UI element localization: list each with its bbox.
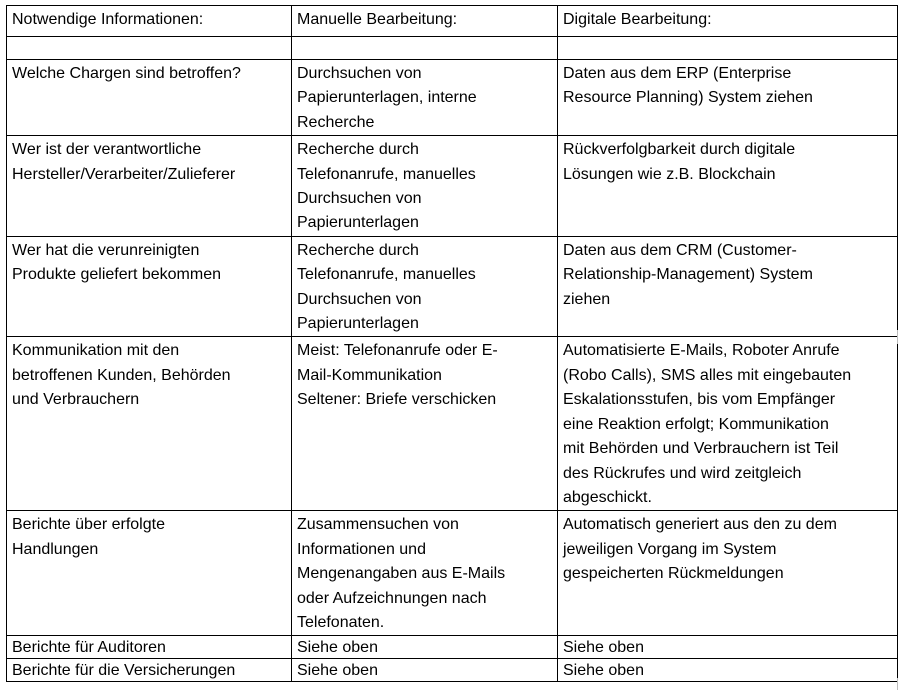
page-edge-marker [897,678,898,690]
table-cell-manual: Siehe oben [292,636,558,659]
table-row [7,659,898,682]
table-cell-digital [558,37,898,60]
table-row [7,60,898,136]
table-cell-digital: Daten aus dem CRM (Customer- Relationship-Management) System ziehen [558,236,898,337]
header-cell-manual: Manuelle Bearbeitung: [292,6,558,37]
header-cell-information: Notwendige Informationen: [7,6,292,37]
table-cell-digital: Automatisch generiert aus den zu dem jeweiligen Vorgang im System gespeicherten Rückmeldungen [558,511,898,636]
table-row [7,337,898,511]
table-cell-manual [292,37,558,60]
table-cell-information [7,37,292,60]
page-edge-marker [897,330,898,344]
table-header-row [7,6,898,37]
table-row [7,236,898,337]
table-cell-manual: Recherche durch Telefonanrufe, manuelles Durchsuchen von Papierunterlagen [292,136,558,237]
table-row [7,37,898,60]
table-cell-information: Berichte für Auditoren [7,636,292,659]
table-cell-manual: Durchsuchen von Papierunterlagen, interne Recherche [292,60,558,136]
table-cell-digital: Daten aus dem ERP (Enterprise Resource Planning) System ziehen [558,60,898,136]
table-cell-manual: Meist: Telefonanrufe oder E- Mail-Kommunikation Seltener: Briefe verschicken [292,337,558,511]
table-cell-manual: Zusammensuchen von Informationen und Mengenangaben aus E-Mails oder Aufzeichnungen nach Telefonaten. [292,511,558,636]
table-cell-digital: Siehe oben [558,636,898,659]
table-cell-information: Berichte über erfolgte Handlungen [7,511,292,636]
table-cell-digital: Siehe oben [558,659,898,682]
table-cell-digital: Rückverfolgbarkeit durch digitale Lösungen wie z.B. Blockchain [558,136,898,237]
table-cell-manual: Siehe oben [292,659,558,682]
table-cell-information: Wer hat die verunreinigten Produkte geliefert bekommen [7,236,292,337]
header-cell-digital: Digitale Bearbeitung: [558,6,898,37]
table-cell-digital: Automatisierte E-Mails, Roboter Anrufe (Robo Calls), SMS alles mit eingebauten Eskalationsstufen, bis vom Empfänger eine Reaktion erfolgt; Kommunikation mit Behörden und Verbrauchern ist Teil des Rückrufes und wird zeitgleich abgeschickt. [558,337,898,511]
table-cell-information: Welche Chargen sind betroffen? [7,60,292,136]
table-cell-information: Kommunikation mit den betroffenen Kunden, Behörden und Verbrauchern [7,337,292,511]
table-row [7,511,898,636]
table-cell-information: Berichte für die Versicherungen [7,659,292,682]
comparison-table [6,5,898,682]
table-row [7,636,898,659]
table-cell-information: Wer ist der verantwortliche Hersteller/Verarbeiter/Zulieferer [7,136,292,237]
table-row [7,136,898,237]
table-cell-manual: Recherche durch Telefonanrufe, manuelles Durchsuchen von Papierunterlagen [292,236,558,337]
